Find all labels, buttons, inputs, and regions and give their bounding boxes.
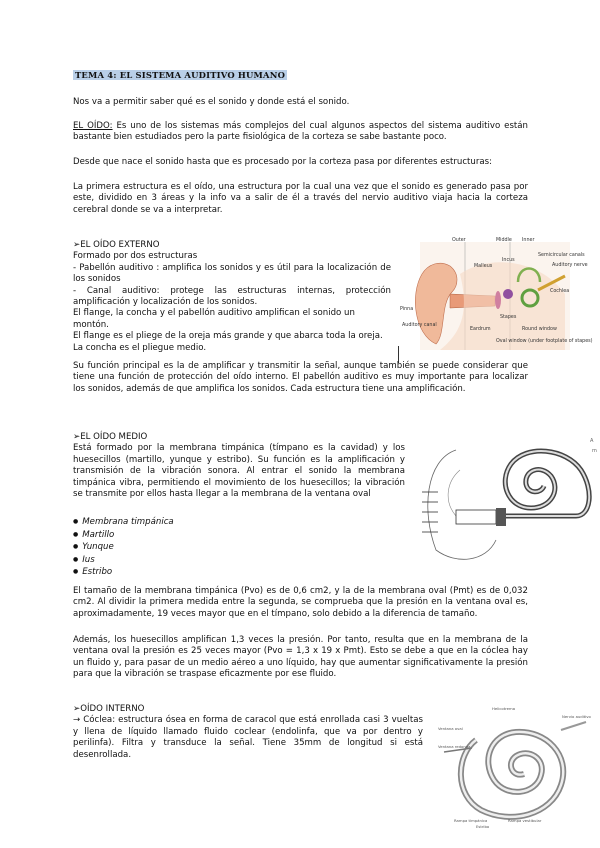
externo-funcion-paragraph: Su función principal es la de amplificar y transmitir la señal, aunque también se puede considerar que tiene una función de protección del oído interno. El pabellón auditivo es muy importante para localizar los sonidos, además de que amplifica los sonidos. Cada estructura tiene una amplificación. xyxy=(73,361,528,394)
page-title: TEMA 4: EL SISTEMA AUDITIVO HUMANO xyxy=(75,70,286,80)
fig1-label: Semicircular canals xyxy=(538,253,585,258)
ear-anatomy-figure xyxy=(400,234,593,354)
fig3-label: Nervio auditivo xyxy=(562,714,591,719)
interno-text: → Cóclea: estructura ósea en forma de caracol que está enrollada casi 3 vueltas y llena de líquido llamado fluido coclear (endolinfa, que va por dentro y perilinfa). Filtra y transduce la señal. Tiene 35mm de longitud si está desenrollada. xyxy=(73,715,423,760)
middle-ear-figure xyxy=(416,430,600,570)
intro-paragraph: Nos va a permitir saber qué es el sonido y donde está el sonido. xyxy=(73,97,350,107)
externo-section xyxy=(73,240,391,354)
interno-section xyxy=(73,704,423,761)
fig3-label: Estribo xyxy=(476,824,490,829)
medio-heading: ➢EL OÍDO MEDIO xyxy=(73,432,148,442)
fig1-label: Oval window (under footplate of stapes) xyxy=(496,339,593,344)
fig3-label: Rampa vestibular xyxy=(508,818,542,823)
externo-line: Formado por dos estructuras xyxy=(73,251,198,262)
oido-text: Es uno de los sistemas más complejos del cual algunos aspectos del sistema auditivo están bastante bien estudiados pero la parte fisiológica de la corteza se sabe bastante poco. xyxy=(73,121,529,143)
medio-bullet-list xyxy=(73,516,273,579)
fig1-label: Inner xyxy=(522,238,535,243)
interno-heading: ➢OÍDO INTERNO xyxy=(73,704,145,714)
head-outline xyxy=(428,450,496,559)
ossicles-shape xyxy=(503,289,513,299)
medio-text: Está formado por la membrana timpánica (tímpano es la cavidad) y los huesecillos (martillo, yunque y estribo). Su función es la amplificación y transmisión de la vibración sonora. Al entrar el sonido la membrana timpánica vibra, permitiendo el movimiento de los huesecillos; la vibración se transmite por ellos hasta llegar a la membrana de la ventana oval xyxy=(73,443,405,500)
fig3-label: Ventana redonda xyxy=(438,744,471,749)
externo-line: El flange es el pliege de la oreja más grande y que abarca toda la oreja. xyxy=(73,331,383,342)
ossicles xyxy=(496,508,506,526)
primera-paragraph: La primera estructura es el oído, una estructura por la cual una vez que el sonido es generado pasa por este, dividido en 3 áreas y la info va a salir de él a través del nervio auditivo viaja hacia la corteza cerebral donde se va a interpretar. xyxy=(73,182,528,215)
list-item: ● Estribo xyxy=(73,566,273,579)
fig1-label: Outer xyxy=(452,238,466,243)
oido-label: EL OÍDO: xyxy=(73,121,113,131)
externo-line: El flange, la concha y el pabellón auditivo amplifican el sonido un montón. xyxy=(73,308,355,330)
fig1-label: Eardrum xyxy=(470,327,491,332)
externo-line: La concha es el pliegue medio. xyxy=(73,342,207,353)
ear-canal xyxy=(456,510,496,524)
eardrum-shape xyxy=(495,291,501,309)
fig1-label: Auditory nerve xyxy=(552,263,588,268)
fig3-label: Ventana oval xyxy=(438,726,463,731)
inner-ear-figure xyxy=(436,700,596,830)
externo-line: - Pabellón auditivo : amplifica los sonidos y es útil para la localización de los sonidos xyxy=(73,262,391,285)
fig1-label: Stapes xyxy=(500,315,517,320)
externo-line: - Canal auditivo: protege las estructuras internas, protección amplificación y localización de los sonidos. xyxy=(73,285,391,308)
fig2-label: m xyxy=(592,448,597,454)
desde-paragraph: Desde que nace el sonido hasta que es procesado por la corteza pasa por diferentes estructuras: xyxy=(73,157,493,167)
fig1-label: Auditory canal xyxy=(402,323,437,328)
auditory-nerve xyxy=(561,722,586,730)
cochlea-spiral xyxy=(505,451,589,516)
fig1-label: Pinna xyxy=(400,307,414,312)
oido-paragraph xyxy=(73,121,528,144)
fig1-label: Malleus xyxy=(474,264,493,269)
fig1-label: Middle xyxy=(496,238,512,243)
list-item: ● Martillo xyxy=(73,529,273,542)
medio-section xyxy=(73,432,405,500)
ademas-paragraph: Además, los huesecillos amplifican 1,3 veces la presión. Por tanto, resulta que en la membrana de la ventana oval la presión es 25 veces mayor (Pvo = 1,3 x 19 x Pmt). Esto se debe a que en la cóclea hay un fluido y, para pasar de un medio aéreo a uno líquido, hay que aumentar significativamente la presión para que la vibración se traspase eficazmente por ese fluido. xyxy=(73,635,528,680)
fig3-label: Rampa timpánica xyxy=(454,818,488,823)
list-item: ● Membrana timpánica xyxy=(73,516,273,529)
fig1-label: Cochlea xyxy=(550,289,570,294)
fig1-label: Incus xyxy=(502,258,515,263)
tamano-paragraph: El tamaño de la membrana timpánica (Pvo) es de 0,6 cm2, y la de la membrana oval (Pmt) es de 0,032 cm2. Al dividir la primera medida entre la segunda, se comprueba que la presión en la ventana oval es, aproximadamente, 19 veces mayor que en el tímpano, solo debido a la diferencia de tamaño. xyxy=(73,586,528,619)
fig2-label: A xyxy=(590,438,594,444)
fig3-label: Helicotrema xyxy=(492,706,516,711)
list-item: ● Ius xyxy=(73,554,273,567)
externo-heading: ➢EL OÍDO EXTERNO xyxy=(73,240,160,250)
fig1-label: Round window xyxy=(522,327,557,332)
ear-outline xyxy=(448,470,460,516)
list-item: ● Yunque xyxy=(73,541,273,554)
